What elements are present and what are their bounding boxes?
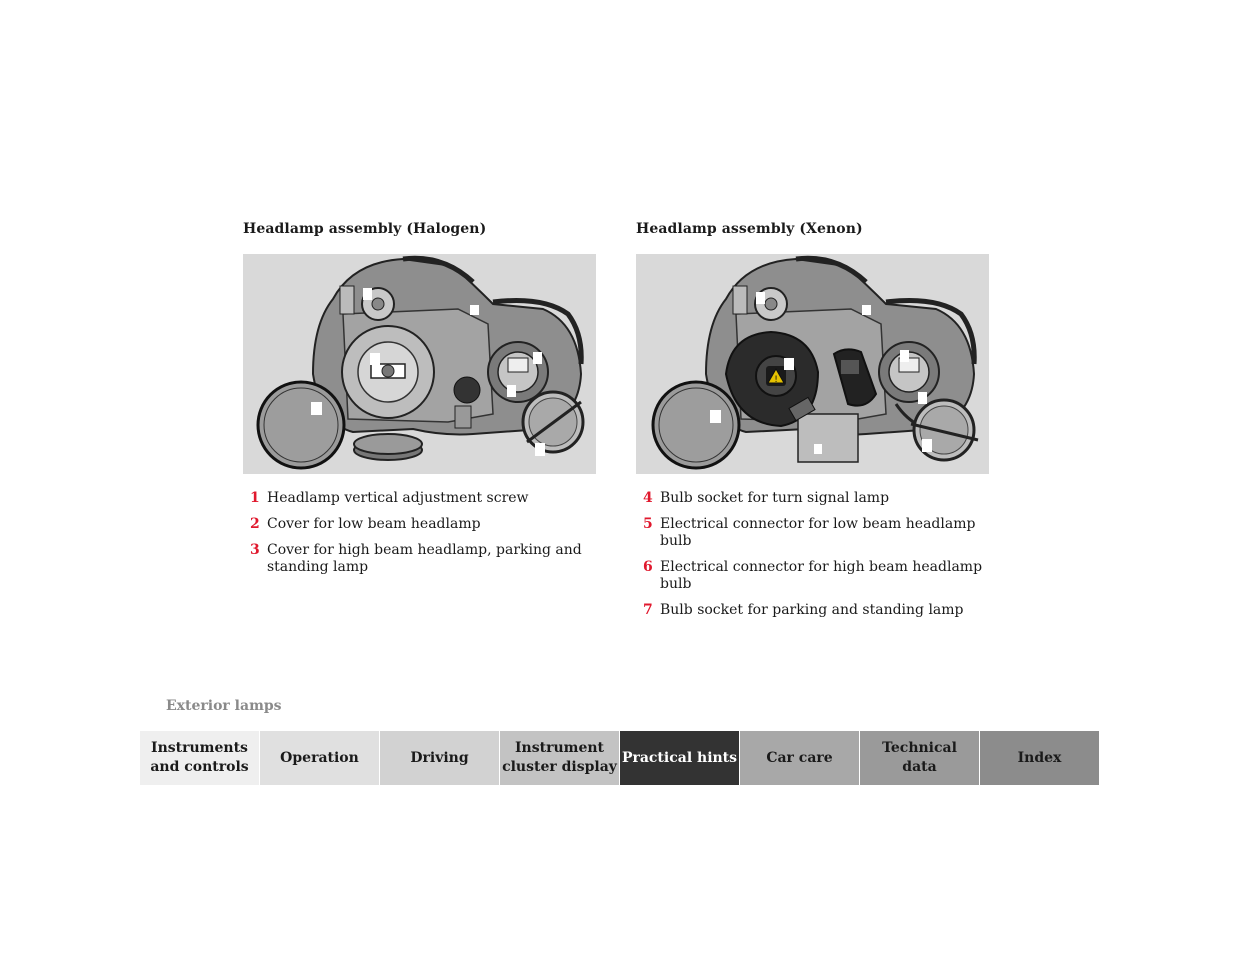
halogen-headlamp-illustration xyxy=(243,254,596,474)
legend-number: 2 xyxy=(250,516,260,532)
tab-practical-hints[interactable]: Practical hints xyxy=(620,731,739,785)
svg-text:!: ! xyxy=(774,375,778,385)
legend-item-7 xyxy=(636,602,996,619)
tab-driving[interactable]: Driving xyxy=(380,731,499,785)
xenon-legend xyxy=(636,490,996,628)
legend-text: Electrical connector for high beam headlamp bulb xyxy=(660,559,983,592)
legend-item-5 xyxy=(636,516,996,550)
legend-number: 6 xyxy=(643,559,653,575)
legend-number: 4 xyxy=(643,490,653,506)
tab-instrument-cluster-display[interactable]: Instrument cluster display xyxy=(500,731,619,785)
section-label: Exterior lamps xyxy=(166,698,282,714)
legend-number: 1 xyxy=(250,490,260,506)
legend-text: Cover for high beam headlamp, parking and standing lamp xyxy=(267,542,582,575)
legend-text: Bulb socket for parking and standing lamp xyxy=(660,602,964,618)
legend-number: 3 xyxy=(250,542,260,558)
chapter-nav xyxy=(140,731,1099,785)
legend-number: 7 xyxy=(643,602,653,618)
tab-technical-data[interactable]: Technical data xyxy=(860,731,979,785)
legend-item-1 xyxy=(243,490,583,507)
legend-number: 5 xyxy=(643,516,653,532)
legend-item-6 xyxy=(636,559,996,593)
halogen-legend xyxy=(243,490,583,585)
legend-text: Bulb socket for turn signal lamp xyxy=(660,490,890,506)
tab-car-care[interactable]: Car care xyxy=(740,731,859,785)
tab-instruments-and-controls[interactable]: Instruments and controls xyxy=(140,731,259,785)
tab-operation[interactable]: Operation xyxy=(260,731,379,785)
legend-text: Cover for low beam headlamp xyxy=(267,516,481,532)
xenon-headlamp-illustration xyxy=(636,254,989,474)
halogen-heading: Headlamp assembly (Halogen) xyxy=(243,221,487,237)
legend-text: Electrical connector for low beam headlamp bulb xyxy=(660,516,976,549)
legend-item-3 xyxy=(243,542,583,576)
xenon-heading: Headlamp assembly (Xenon) xyxy=(636,221,863,237)
tab-index[interactable]: Index xyxy=(980,731,1099,785)
legend-item-2 xyxy=(243,516,583,533)
legend-text: Headlamp vertical adjustment screw xyxy=(267,490,529,506)
legend-item-4 xyxy=(636,490,996,507)
